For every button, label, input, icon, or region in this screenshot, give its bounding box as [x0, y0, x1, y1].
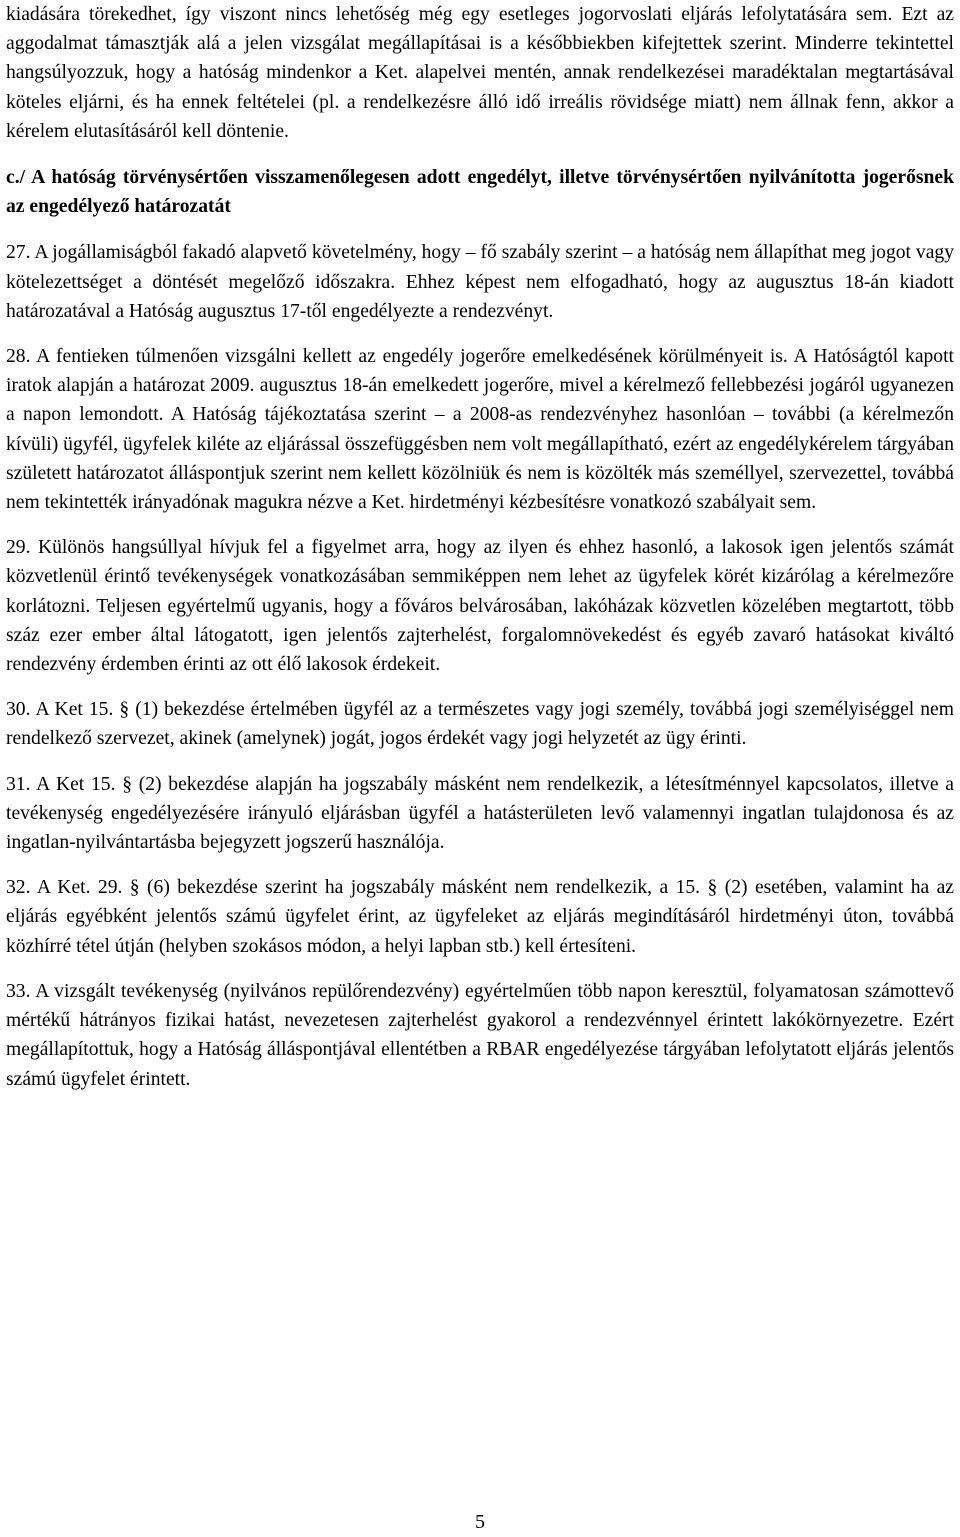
paragraph-32: 32. A Ket. 29. § (6) bekezdése szerint ha jogszabály másként nem rendelkezik, a 15. § (2) esetében, valamint ha az eljárás egyébként jelentős számú ügyfelet érint, az ügyfeleket az eljárás megindításáról hirdetményi úton, továbbá közhírré tétel útján (helyben szokásos módon, a helyi lapban stb.) kell értesíteni.	[6, 877, 954, 957]
section-heading-c: c./ A hatóság törvénysértően visszamenőlegesen adott engedélyt, illetve törvénysértően nyilvánította jogerősnek az engedélyező határozatát	[6, 167, 954, 218]
paragraph-29: 29. Különös hangsúllyal hívjuk fel a figyelmet arra, hogy az ilyen és ehhez hasonló, a lakosok igen jelentős számát közvetlenül érintő tevékenységek vonatkozásában semmiképpen nem lehet az ügyfelek körét kizárólag a kérelmezőre korlátozni. Teljesen egyértelmű ugyanis, hogy a főváros belvárosában, lakóházak közvetlen közelében megtartott, több száz ezer ember által látogatott, igen jelentős zajterhelést, forgalomnövekedést és egyéb zavaró hatásokat kiváltó rendezvény érdemben érinti az ott élő lakosok érdekeit.	[6, 537, 954, 676]
paragraph-27: 27. A jogállamiságból fakadó alapvető követelmény, hogy – fő szabály szerint – a hatóság nem állapíthat meg jogot vagy kötelezettséget a döntését megelőző időszakra. Ehhez képest nem elfogadható, hogy az augusztus 18-án kiadott határozatával a Hatóság augusztus 17-től engedélyezte a rendezvényt.	[6, 242, 954, 322]
page-number: 5	[475, 1511, 485, 1533]
paragraph-28: 28. A fentieken túlmenően vizsgálni kellett az engedély jogerőre emelkedésének körülményeit is. A Hatóságtól kapott iratok alapján a határozat 2009. augusztus 18-án emelkedett jogerőre, mivel a kérelmező fellebbezési jogáról ugyanezen a napon lemondott. A Hatóság tájékoztatása szerint – a 2008-as rendezvényhez hasonlóan – további (a kérelmezőn kívüli) ügyfél, ügyfelek kiléte az eljárással összefüggésben nem volt megállapítható, ezért az engedélykérelem tárgyában született határozatot álláspontjuk szerint nem kellett közölniük és nem is közölték más személlyel, szervezettel, továbbá nem tekintették irányadónak magukra nézve a Ket. hirdetményi kézbesítésre vonatkozó szabályait sem.	[6, 346, 954, 514]
paragraph-intro: kiadására törekedhet, így viszont nincs lehetőség még egy esetleges jogorvoslati eljárás lefolytatására sem. Ezt az aggodalmat támasztják alá a jelen vizsgálat megállapításai is a későbbiekben kifejtettek szerint. Minderre tekintettel hangsúlyozzuk, hogy a hatóság mindenkor a Ket. alapelvei mentén, annak rendelkezései maradéktalan megtartásával köteles eljárni, és ha ennek feltételei (pl. a rendelkezésre álló idő irreális rövidsége miatt) nem állnak fenn, akkor a kérelem elutasításáról kell döntenie.	[6, 4, 954, 142]
paragraph-31: 31. A Ket 15. § (2) bekezdése alapján ha jogszabály másként nem rendelkezik, a létesítménnyel kapcsolatos, illetve a tevékenység engedélyezésére irányuló eljárásban ügyfél a hatásterületen levő valamennyi ingatlan tulajdonosa és az ingatlan-nyilvántartásba bejegyzett jogszerű használója.	[6, 773, 954, 854]
paragraph-30: 30. A Ket 15. § (1) bekezdése értelmében ügyfél az a természetes vagy jogi személy, továbbá jogi személyiséggel nem rendelkező szervezet, akinek (amelynek) jogát, jogos érdekét vagy jogi helyzetét az ügy érinti.	[6, 699, 954, 750]
paragraph-33: 33. A vizsgált tevékenység (nyilvános repülőrendezvény) egyértelműen több napon keresztül, folyamatosan számottevő mértékű hátrányos fizikai hatást, nevezetesen zajterhelést gyakorol a rendezvénnyel érintett lakókörnyezetre. Ezért megállapítottuk, hogy a Hatóság álláspontjával ellentétben a RBAR engedélyezése tárgyában lefolytatott eljárás jelentős számú ügyfelet érintett.	[6, 980, 954, 1090]
document-page	[6, 0, 954, 1094]
